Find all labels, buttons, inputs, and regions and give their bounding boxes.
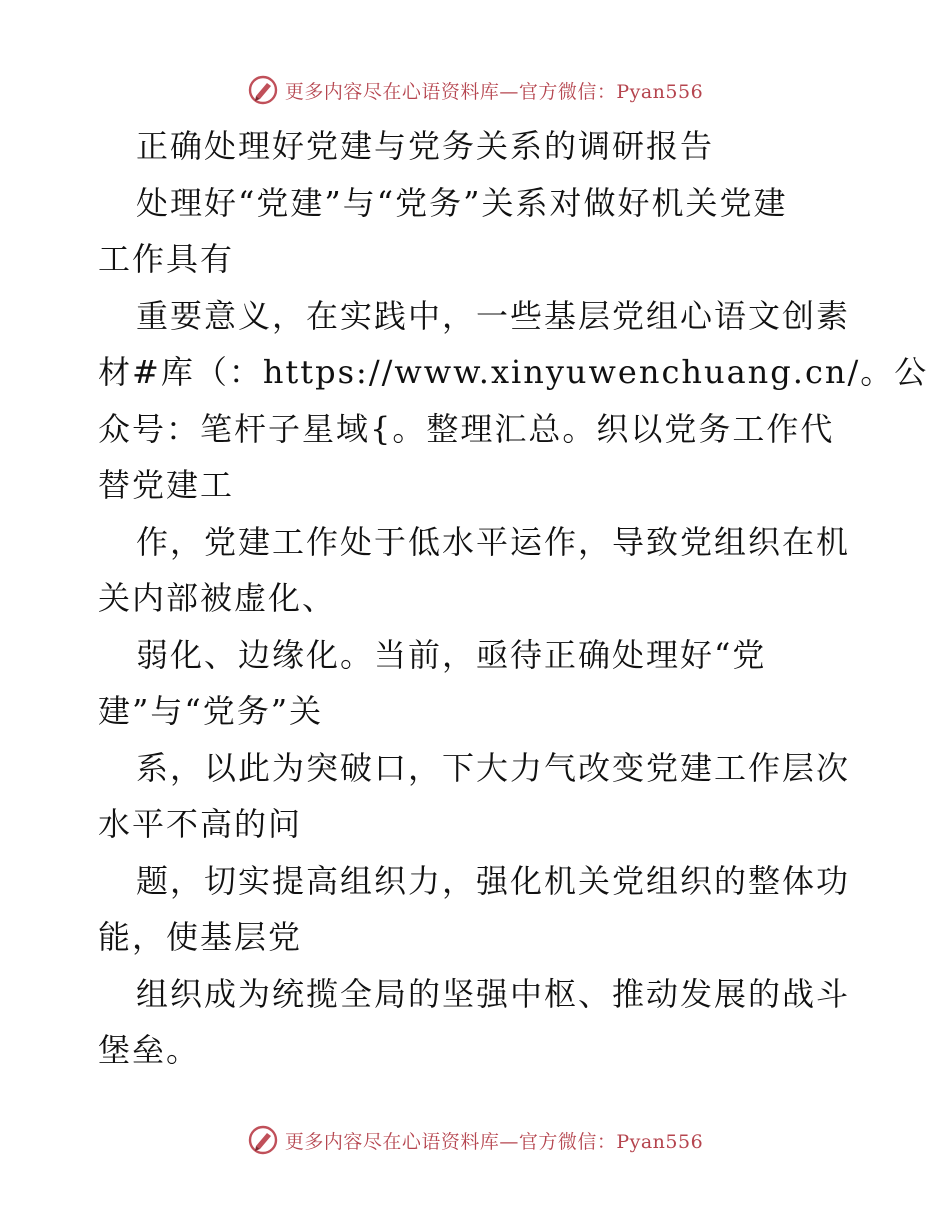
paragraph-line: 系，以此为突破口，下大力气改变党建工作层次 [136, 748, 851, 787]
document-title: 正确处理好党建与党务关系的调研报告 [136, 127, 715, 165]
document-body [98, 118, 929, 1079]
footer-watermark-banner [0, 1120, 950, 1160]
paragraph-line: 堡垒。 [98, 1031, 201, 1069]
paragraph-line: 弱化、边缘化。当前，亟待正确处理好“党 [136, 635, 767, 674]
paragraph-line: 材#库（：https://www.xinyuwenchuang.cn/。公 [98, 353, 929, 391]
paragraph-line: 水平不高的问 [98, 805, 303, 843]
header-watermark-text: 更多内容尽在心语资料库—官方微信：Pyan556 [284, 80, 704, 103]
paragraph-line: 作，党建工作处于低水平运作，导致党组织在机 [136, 522, 851, 561]
paragraph-line: 替党建工 [98, 466, 235, 504]
paragraph-line: 题，切实提高组织力，强化机关党组织的整体功 [136, 861, 851, 900]
paragraph-line: 工作具有 [98, 240, 235, 278]
paragraph-line: 处理好“党建”与“党务”关系对做好机关党建 [136, 183, 788, 222]
pen-circle-logo-icon [247, 74, 279, 106]
paragraph-line: 关内部被虚化、 [98, 579, 337, 617]
header-watermark-banner [0, 70, 950, 110]
footer-watermark-text: 更多内容尽在心语资料库—官方微信：Pyan556 [284, 1130, 704, 1153]
paragraph-line: 重要意义，在实践中，一些基层党组心语文创素 [136, 296, 851, 335]
paragraph-line: 组织成为统揽全局的坚强中枢、推动发展的战斗 [136, 974, 851, 1013]
paragraph-line: 建”与“党务”关 [98, 692, 324, 730]
pen-circle-logo-icon [247, 1124, 279, 1156]
paragraph-line: 众号：笔杆子星域{。整理汇总。织以党务工作代 [98, 409, 835, 448]
paragraph-line: 能，使基层党 [98, 918, 303, 956]
